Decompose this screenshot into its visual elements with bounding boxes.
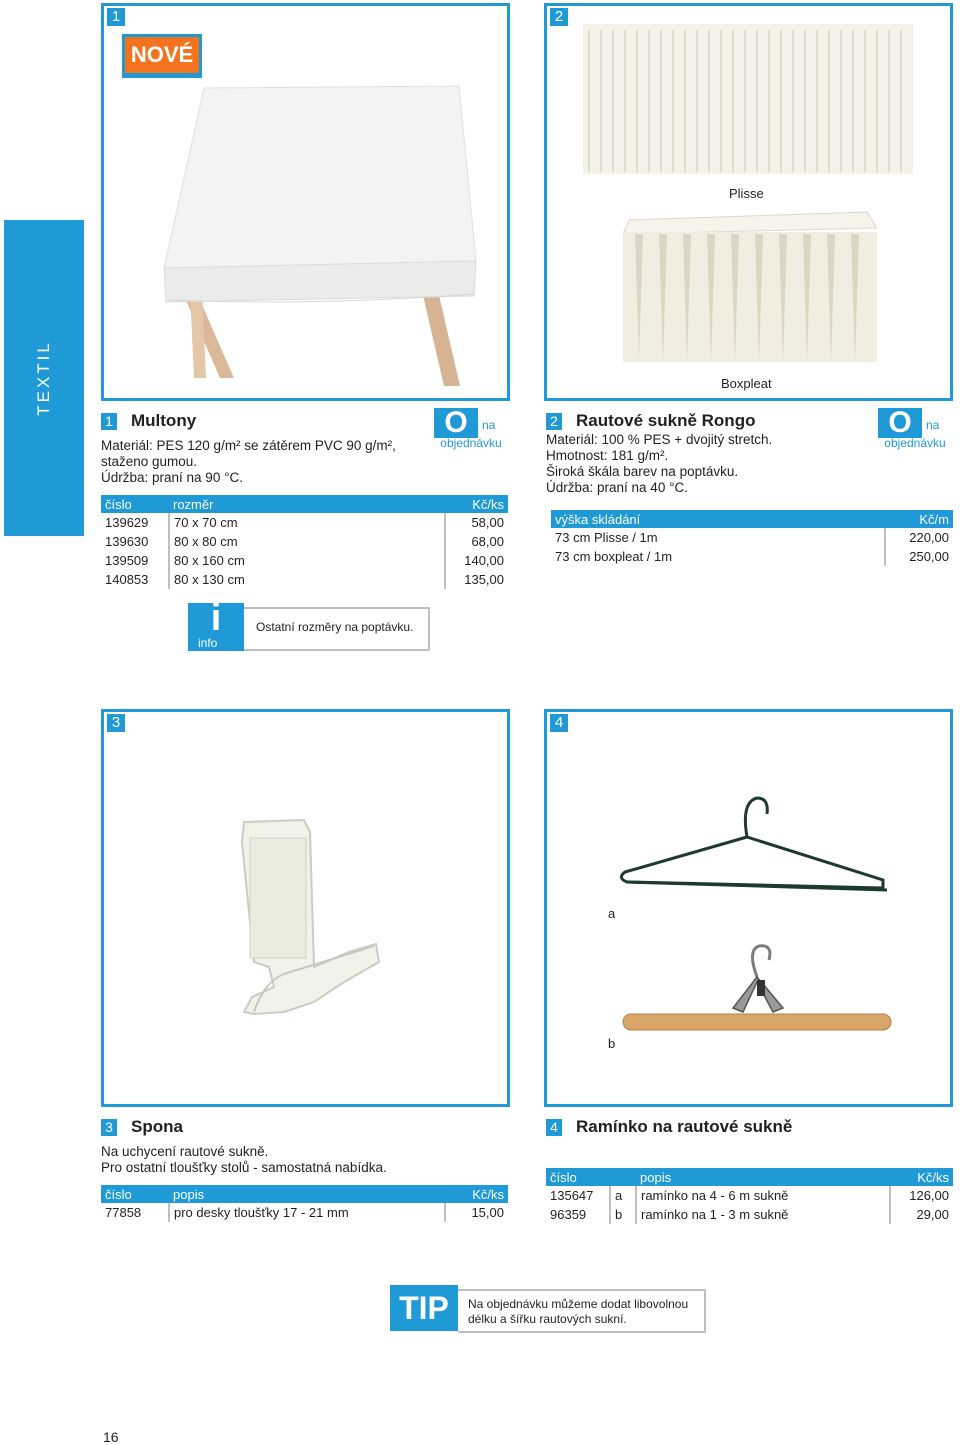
table-row xyxy=(546,1186,953,1205)
tip-box xyxy=(390,1285,706,1333)
cell: 77858 xyxy=(101,1203,169,1222)
cell: 58,00 xyxy=(445,513,508,532)
cell: 80 x 160 cm xyxy=(169,551,445,570)
info-label: info xyxy=(198,636,218,650)
product-title-text: Rautové sukně Rongo xyxy=(576,411,756,430)
hanger-a-caption: a xyxy=(608,906,616,921)
desc-line: Údržba: praní na 40 °C. xyxy=(546,480,688,495)
cell: ramínko na 4 - 6 m sukně xyxy=(636,1186,890,1205)
desc-line: Pro ostatní tloušťky stolů - samostatná nabídka. xyxy=(101,1160,387,1175)
tip-text xyxy=(468,1297,688,1327)
order-badge-1 xyxy=(434,408,508,458)
cell: b xyxy=(610,1205,636,1224)
product-number: 1 xyxy=(101,413,117,430)
info-box xyxy=(188,597,430,651)
tip-badge: TIP xyxy=(390,1285,458,1331)
desc-line: Na uchycení rautové sukně. xyxy=(101,1144,269,1159)
product-image-panel-4 xyxy=(544,709,953,1107)
order-text: objednávku xyxy=(440,436,502,450)
product-2-description xyxy=(546,432,772,496)
cell: 73 cm boxpleat / 1m xyxy=(551,547,885,566)
order-na-text: na xyxy=(926,418,940,432)
cell: 80 x 80 cm xyxy=(169,532,445,551)
product-title-text: Ramínko na rautové sukně xyxy=(576,1117,793,1136)
table-header xyxy=(101,1185,508,1203)
tip-line: Na objednávku můžeme dodat libovolnou xyxy=(468,1297,689,1311)
cell: 140853 xyxy=(101,570,169,589)
panel-number: 3 xyxy=(107,714,125,732)
cell: 73 cm Plisse / 1m xyxy=(551,528,885,547)
table-header xyxy=(101,495,508,513)
tip-line: délku a šířku rautových sukní. xyxy=(468,1312,627,1326)
col-header: rozměr xyxy=(169,495,445,513)
table-row xyxy=(101,551,508,570)
table-header xyxy=(551,510,953,528)
info-icon-letter: i xyxy=(210,597,222,639)
panel-number: 4 xyxy=(550,714,568,732)
cell: a xyxy=(610,1186,636,1205)
cell: 29,00 xyxy=(890,1205,953,1224)
product-2-title xyxy=(546,411,755,431)
product-1-title xyxy=(101,411,196,431)
order-text: objednávku xyxy=(884,436,946,450)
product-1-description xyxy=(101,438,396,486)
cell: pro desky tloušťky 17 - 21 mm xyxy=(169,1203,445,1222)
table-row xyxy=(101,532,508,551)
product-image-panel-2 xyxy=(544,3,953,401)
table-header xyxy=(546,1168,953,1186)
info-text: Ostatní rozměry na poptávku. xyxy=(256,620,414,634)
cell: ramínko na 1 - 3 m sukně xyxy=(636,1205,890,1224)
product-3-title xyxy=(101,1117,183,1137)
table-row xyxy=(551,547,953,566)
cell: 135,00 xyxy=(445,570,508,589)
cell: 80 x 130 cm xyxy=(169,570,445,589)
desc-line: Hmotnost: 181 g/m². xyxy=(546,448,669,463)
page-number: 16 xyxy=(103,1429,119,1445)
category-label: TEXTIL xyxy=(34,340,53,416)
product-image-panel-1 xyxy=(101,3,510,401)
product-number: 3 xyxy=(101,1119,117,1136)
col-header: popis xyxy=(169,1185,445,1203)
order-badge-2 xyxy=(878,408,952,458)
cell: 135647 xyxy=(546,1186,610,1205)
cell: 139509 xyxy=(101,551,169,570)
product-4-table xyxy=(546,1168,953,1224)
col-header: Kč/ks xyxy=(445,495,508,513)
plisse-caption: Plisse xyxy=(729,186,764,201)
col-header: číslo xyxy=(101,495,169,513)
desc-line: Materiál: 100 % PES + dvojitý stretch. xyxy=(546,432,773,447)
product-3-table xyxy=(101,1185,508,1222)
category-sidebar xyxy=(4,220,84,536)
panel-number: 2 xyxy=(550,8,568,26)
cell: 139630 xyxy=(101,532,169,551)
desc-line: Materiál: PES 120 g/m² se zátěrem PVC 90 g/m², xyxy=(101,438,396,453)
col-header: Kč/m xyxy=(885,510,953,528)
product-number: 2 xyxy=(546,413,562,430)
order-o-icon: O xyxy=(434,408,478,438)
table-row xyxy=(546,1205,953,1224)
cell: 250,00 xyxy=(885,547,953,566)
product-title-text: Multony xyxy=(131,411,197,430)
col-header: číslo xyxy=(101,1185,169,1203)
cell: 126,00 xyxy=(890,1186,953,1205)
hanger-b-caption: b xyxy=(608,1036,616,1051)
product-1-table xyxy=(101,495,508,589)
cell: 68,00 xyxy=(445,532,508,551)
product-3-description xyxy=(101,1144,387,1176)
table-row xyxy=(101,1203,508,1222)
table-row xyxy=(551,528,953,547)
product-4-title xyxy=(546,1117,792,1137)
product-2-table xyxy=(551,510,953,566)
new-badge-front: NOVÉ xyxy=(125,37,199,73)
col-header: popis xyxy=(636,1168,890,1186)
col-header: číslo xyxy=(546,1168,610,1186)
cell: 70 x 70 cm xyxy=(169,513,445,532)
cell: 96359 xyxy=(546,1205,610,1224)
order-o-icon: O xyxy=(878,408,922,438)
cell: 15,00 xyxy=(445,1203,508,1222)
cell: 139629 xyxy=(101,513,169,532)
cell: 140,00 xyxy=(445,551,508,570)
product-number: 4 xyxy=(546,1119,562,1136)
desc-line: Široká škála barev na poptávku. xyxy=(546,464,739,479)
col-header: výška skládání xyxy=(551,510,885,528)
plisse-skirt-image xyxy=(547,6,950,398)
panel-number: 1 xyxy=(107,8,125,26)
cell: 220,00 xyxy=(885,528,953,547)
boxpleat-caption: Boxpleat xyxy=(721,376,772,391)
product-title-text: Spona xyxy=(131,1117,183,1136)
table-row xyxy=(101,570,508,589)
desc-line: Údržba: praní na 90 °C. xyxy=(101,470,243,485)
clip-image xyxy=(104,712,507,1104)
col-header: Kč/ks xyxy=(890,1168,953,1186)
desc-line: staženo gumou. xyxy=(101,454,198,469)
tablecloth-image xyxy=(104,6,507,398)
col-header xyxy=(610,1168,636,1186)
col-header: Kč/ks xyxy=(445,1185,508,1203)
order-na-text: na xyxy=(482,418,496,432)
product-image-panel-3 xyxy=(101,709,510,1107)
table-row xyxy=(101,513,508,532)
